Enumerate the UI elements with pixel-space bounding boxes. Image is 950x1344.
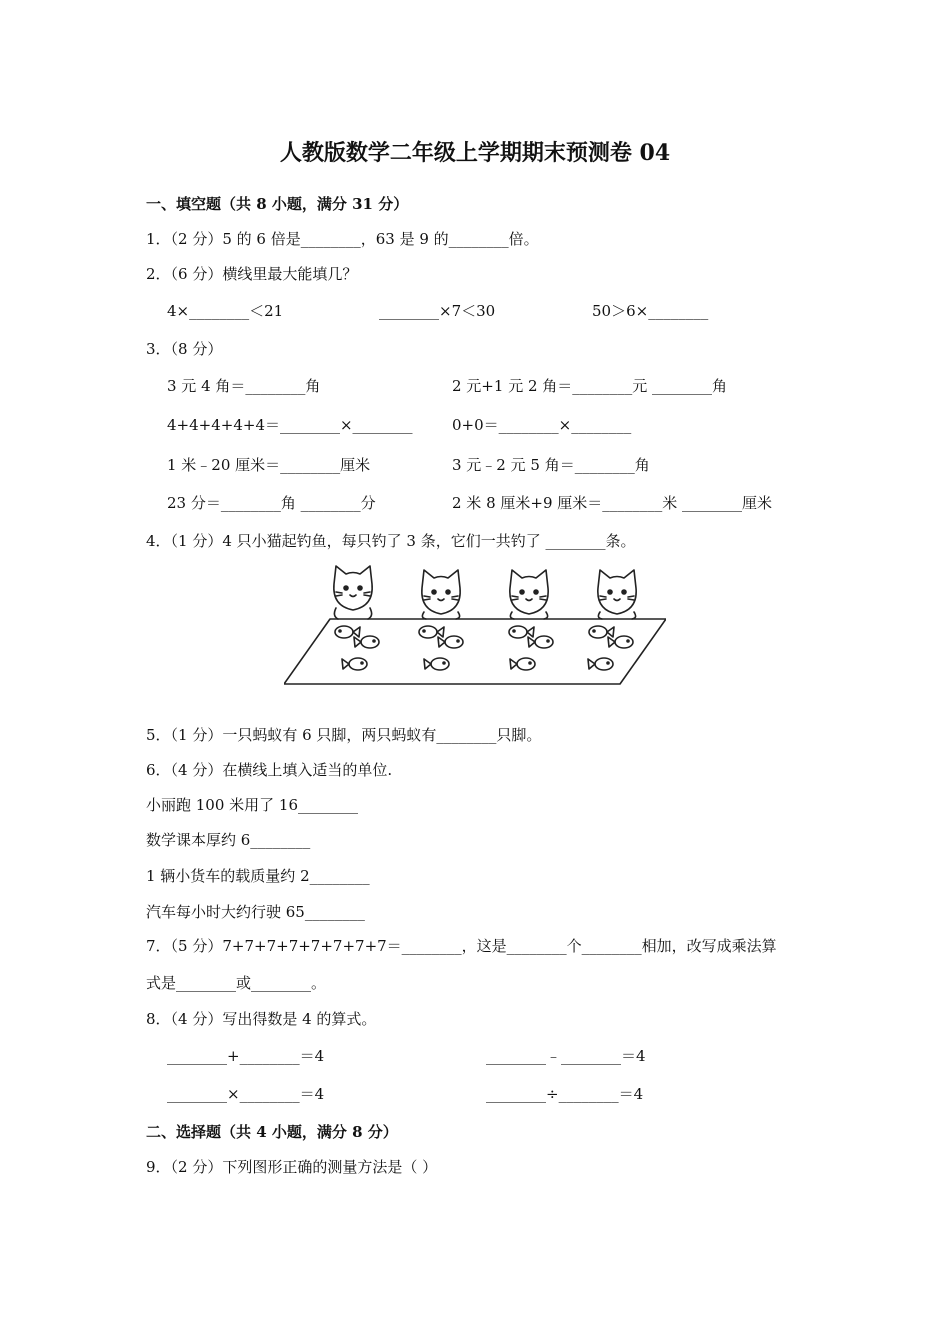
question-6-line: 数学课本厚约 6________ [146,831,311,849]
question-3-item: 4+4+4+4+4＝________×________ [167,416,413,434]
question-2: 2．（6 分）横线里最大能填几？ [146,265,358,283]
cat-icon [422,570,460,619]
question-7: 7．（5 分）7+7+7+7+7+7+7+7＝________，这是________个________相加，改写成乘法算 [146,937,777,955]
fish-icon [438,636,463,648]
question-2-item-1: 4×________＜21 [167,302,284,320]
fish-group [419,626,463,670]
fish-icon [528,636,553,648]
question-3-item: 2 米 8 厘米+9 厘米＝________米 ________厘米 [452,494,773,512]
question-1: 1．（2 分）5 的 6 倍是________，63 是 9 的________倍。 [146,230,539,248]
question-2-item-2: ________×7＜30 [379,302,496,320]
page-title: 人教版数学二年级上学期期末预测卷 04 [279,140,671,166]
cat-icon [598,570,636,619]
question-8-item: ________+________＝4 [167,1047,325,1065]
question-3-item: 0+0＝________×________ [452,416,632,434]
fish-group [509,626,553,670]
question-8-item: ________÷________＝4 [486,1085,644,1103]
question-8-item: ________×________＝4 [167,1085,325,1103]
fish-group [335,626,379,670]
question-7-continued: 式是________或________。 [146,974,327,992]
question-3: 3．（8 分） [146,340,223,358]
fish-icon [608,636,633,648]
fish-group [588,626,633,670]
question-8: 8．（4 分）写出得数是 4 的算式。 [146,1010,377,1028]
question-3-item: 23 分＝________角 ________分 [167,494,376,512]
table-shape [284,619,666,684]
fish-icon [419,626,444,638]
cats-fishing-illustration [284,562,666,690]
cat-icon [510,570,548,619]
fish-icon [354,636,379,648]
section-2-heading: 二、选择题（共 4 小题，满分 8 分） [146,1123,398,1141]
cat-icon [334,566,372,619]
question-4: 4．（1 分）4 只小猫起钓鱼，每只钓了 3 条，它们一共钓了 ________条。 [146,532,636,550]
fish-icon [589,626,614,638]
question-6-line: 小丽跑 100 米用了 16________ [146,796,359,814]
section-1-heading: 一、填空题（共 8 小题，满分 31 分） [146,195,409,213]
fish-icon [342,658,367,670]
question-3-item: 1 米﹣20 厘米＝________厘米 [167,456,371,474]
fish-icon [510,658,535,670]
question-2-item-3: 50＞6×________ [592,302,709,320]
question-3-item: 3 元 4 角＝________角 [167,377,321,395]
fish-icon [424,658,449,670]
fish-icon [335,626,360,638]
question-8-item: ________﹣________＝4 [486,1047,646,1065]
question-5: 5．（1 分）一只蚂蚁有 6 只脚，两只蚂蚁有________只脚。 [146,726,542,744]
question-6-line: 1 辆小货车的载质量约 2________ [146,867,370,885]
fish-icon [509,626,534,638]
question-3-item: 3 元﹣2 元 5 角＝________角 [452,456,650,474]
question-9: 9．（2 分）下列图形正确的测量方法是（ ） [146,1158,438,1176]
question-6: 6．（4 分）在横线上填入适当的单位. [146,761,393,779]
fish-icon [588,658,613,670]
question-3-item: 2 元+1 元 2 角＝________元 ________角 [452,377,728,395]
question-6-line: 汽车每小时大约行驶 65________ [146,903,365,921]
